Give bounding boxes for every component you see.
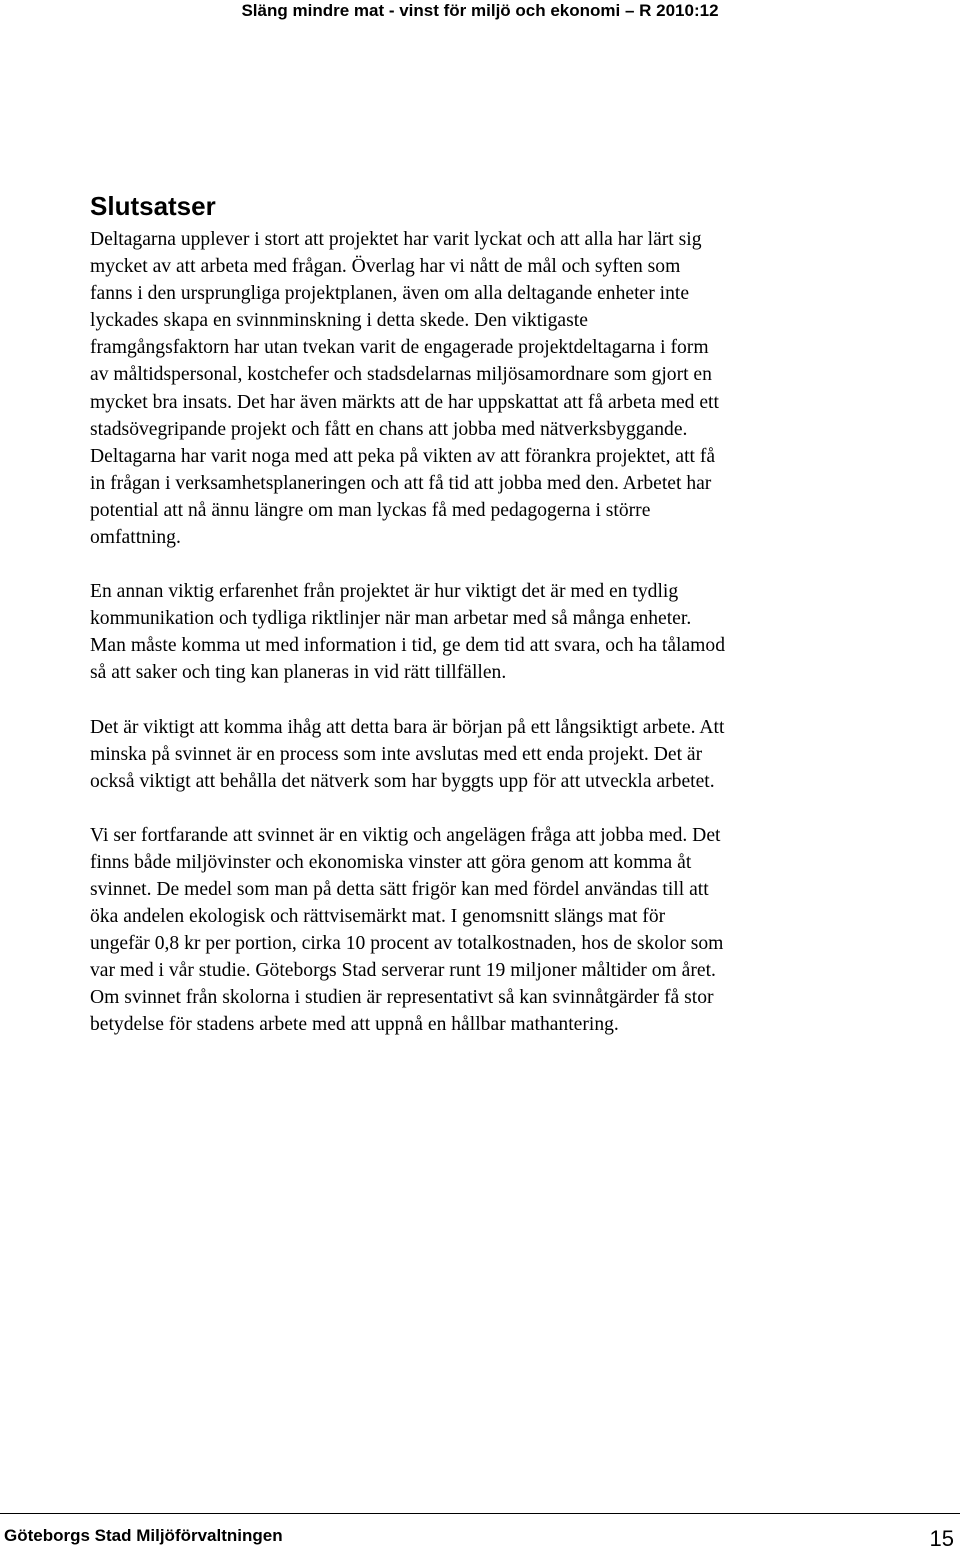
paragraph-line: Deltagarna har varit noga med att peka på vikten av att förankra projektet, att få [90, 445, 716, 467]
paragraph-line: Det är viktigt att komma ihåg att detta bara är början på ett långsiktigt arbete. Att [90, 716, 725, 738]
paragraph-line: så att saker och ting kan planeras in vid rätt tillfällen. [90, 662, 507, 684]
paragraph-2 [90, 578, 890, 686]
paragraph-4 [90, 822, 890, 1039]
paragraph-3 [90, 714, 890, 795]
paragraph-line: framgångsfaktorn har utan tvekan varit de engagerade projektdeltagarna i form [90, 337, 709, 359]
paragraph-line: öka andelen ekologisk och rättvisemärkt mat. I genomsnitt slängs mat för [90, 906, 666, 928]
paragraph-line: lyckades skapa en svinnminskning i detta skede. Den viktigaste [90, 310, 588, 332]
section-heading: Slutsatser [90, 191, 216, 221]
paragraph-line: in frågan i verksamhetsplaneringen och att få tid att jobba med den. Arbetet har [90, 472, 712, 494]
running-header: Släng mindre mat - vinst för miljö och ekonomi – R 2010:12 [241, 1, 719, 20]
paragraph-line: betydelse för stadens arbete med att uppnå en hållbar mathantering. [90, 1014, 619, 1036]
paragraph-1 [90, 226, 890, 551]
paragraph-line: också viktigt att behålla det nätverk som har byggts upp för att utveckla arbetet. [90, 770, 715, 792]
page-number: 15 [929, 1526, 954, 1551]
paragraph-line: Man måste komma ut med information i tid, ge dem tid att svara, och ha tålamod [90, 635, 726, 657]
paragraph-line: omfattning. [90, 527, 181, 549]
paragraph-line: mycket bra insats. Det har även märkts att de har uppskattat att få arbeta med ett [90, 391, 719, 413]
paragraph-line: finns både miljövinster och ekonomiska vinster att göra genom att komma åt [90, 851, 692, 873]
document-body [90, 190, 890, 1066]
paragraph-line: mycket av att arbeta med frågan. Överlag har vi nått de mål och syften som [90, 256, 681, 278]
paragraph-line: Vi ser fortfarande att svinnet är en viktig och angelägen fråga att jobba med. Det [90, 824, 721, 846]
paragraph-line: ungefär 0,8 kr per portion, cirka 10 procent av totalkostnaden, hos de skolor som [90, 933, 724, 955]
paragraph-line: Deltagarna upplever i stort att projektet har varit lyckat och att alla har lärt sig [90, 229, 702, 250]
paragraph-line: av måltidspersonal, kostchefer och stadsdelarnas miljösamordnare som gjort en [90, 364, 712, 386]
paragraph-line: minska på svinnet är en process som inte avslutas med ett enda projekt. Det är [90, 743, 703, 765]
paragraph-line: svinnet. De medel som man på detta sätt frigör kan med fördel användas till att [90, 878, 709, 900]
paragraph-line: var med i vår studie. Göteborgs Stad serverar runt 19 miljoner måltider om året. [90, 960, 716, 982]
footer-divider [0, 1513, 960, 1514]
paragraph-line: fanns i den ursprungliga projektplanen, även om alla deltagande enheter inte [90, 283, 690, 305]
paragraph-line: En annan viktig erfarenhet från projektet är hur viktigt det är med en tydlig [90, 581, 679, 603]
paragraph-line: Om svinnet från skolorna i studien är representativt så kan svinnåtgärder få stor [90, 987, 714, 1009]
paragraph-line: potential att nå ännu längre om man lyckas få med pedagogerna i större [90, 499, 651, 521]
footer-organization: Göteborgs Stad Miljöförvaltningen [4, 1526, 283, 1545]
paragraph-line: stadsövegripande projekt och fått en chans att jobba med nätverksbyggande. [90, 418, 688, 440]
paragraph-line: kommunikation och tydliga riktlinjer när man arbetar med så många enheter. [90, 608, 692, 630]
